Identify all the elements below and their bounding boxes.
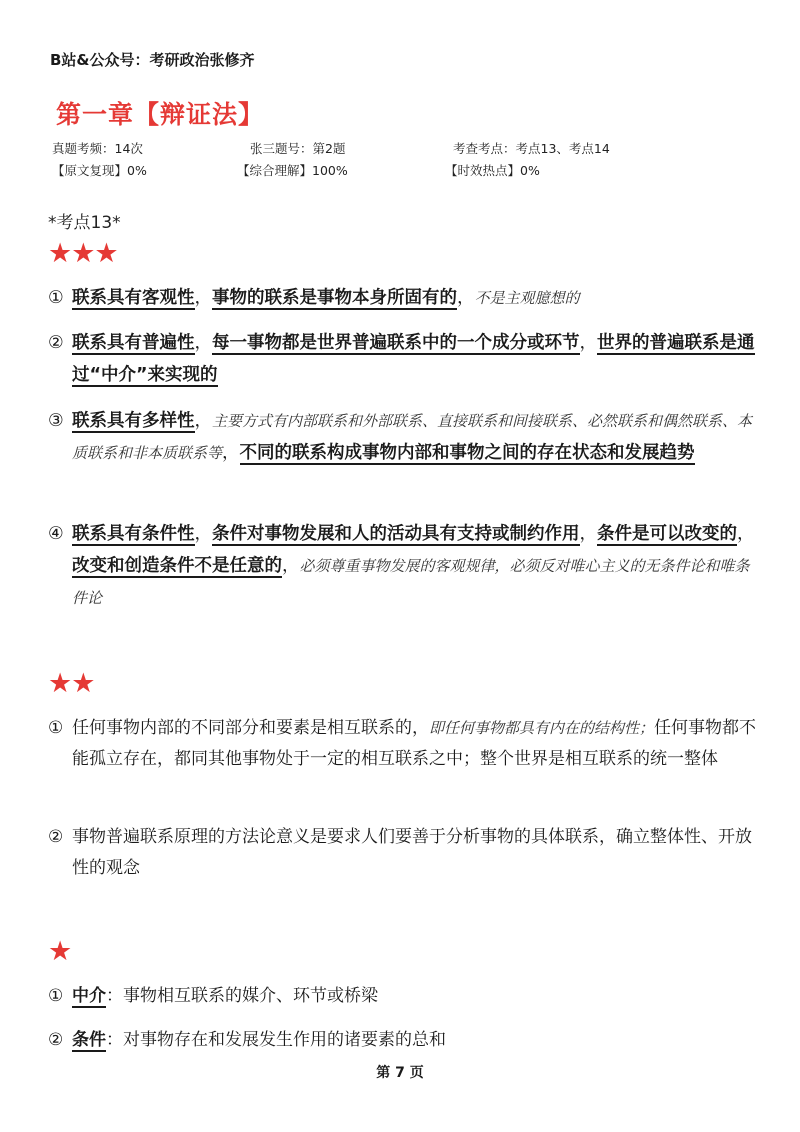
key-text: 条件对事物发展和人的活动具有支持或制约作用 [212,524,580,544]
meta-recite: 【原文复现】0% [52,163,147,178]
item-number: ④ [48,524,64,544]
note-text: 必须尊重事物发展的客观规律，必须反对唯心主义的无条件论和唯条件论 [72,557,750,607]
separator: ， [222,443,240,463]
list-item [48,981,758,1012]
meta-understand: 【综合理解】100% [237,163,348,178]
point-title: *考点13* [48,213,121,233]
separator: ， [579,333,597,353]
meta-question-number: 张三题号：第2题 [250,141,346,156]
item-number: ③ [48,411,64,431]
one-star-rating: ★ [48,936,72,967]
item-number: ① [48,718,64,738]
key-text: 联系具有客观性 [72,288,195,308]
meta-hot: 【时效热点】0% [445,163,540,178]
key-text: 条件 [72,1030,106,1050]
key-text: 改变和创造条件不是任意的 [72,556,282,576]
separator: ， [282,556,300,576]
list-item [48,282,758,314]
separator: ， [737,524,755,544]
key-text: 每一事物都是世界普遍联系中的一个成分或环节 [212,333,580,353]
body-text: 事物普遍联系原理的方法论意义是要求人们要善于分析事物的具体联系，确立整体性、开放性的观念 [72,827,752,878]
body-text: 任何事物都不能孤立存在，都同其他事物处于一定的相互联系之中；整个世界是相互联系的统一整体 [72,718,757,769]
item-number: ② [48,1030,64,1050]
note-text: 即任何事物都具有内在的结构性； [429,719,655,737]
item-number: ② [48,827,64,847]
body-text: 任何事物内部的不同部分和要素是相互联系的， [72,718,429,738]
key-text: 条件是可以改变的 [597,524,737,544]
separator: ， [194,333,212,353]
page-header: B站&公众号：考研政治张修齐 [50,51,255,69]
separator: ， [194,524,212,544]
item-number: ② [48,333,64,353]
separator: ， [194,288,212,308]
note-text: 不是主观臆想的 [474,289,580,307]
list-item [48,713,758,775]
key-text: 联系具有普遍性 [72,333,195,353]
meta-exam-points: 考查考点：考点13、考点14 [453,141,610,156]
key-text: 世界的普遍联系是通过“中介”来实现的 [72,333,755,385]
two-star-rating: ★★ [48,668,95,699]
three-star-rating: ★★★ [48,238,118,269]
list-item [48,405,758,469]
list-item [48,1025,758,1056]
item-number: ① [48,986,64,1006]
chapter-title: 第一章【辩证法】 [56,100,265,129]
key-text: 事物的联系是事物本身所固有的 [212,288,457,308]
item-number: ① [48,288,64,308]
list-item [48,822,758,884]
key-text: 不同的联系构成事物内部和事物之间的存在状态和发展趋势 [239,443,695,463]
list-item [48,518,758,614]
key-text: 联系具有条件性 [72,524,195,544]
body-text: ：事物相互联系的媒介、环节或桥梁 [106,986,378,1006]
note-text: 主要方式有内部联系和外部联系、直接联系和间接联系、必然联系和偶然联系、本质联系和非本质联系等 [72,412,753,462]
separator: ， [194,411,212,431]
key-text: 中介 [72,986,106,1006]
page-number: 第 7 页 [376,1065,424,1081]
separator: ， [579,524,597,544]
list-item [48,327,758,391]
body-text: ：对事物存在和发展发生作用的诸要素的总和 [106,1030,446,1050]
key-text: 联系具有多样性 [72,411,195,431]
meta-frequency: 真题考频：14次 [52,141,143,156]
separator: ， [457,288,475,308]
